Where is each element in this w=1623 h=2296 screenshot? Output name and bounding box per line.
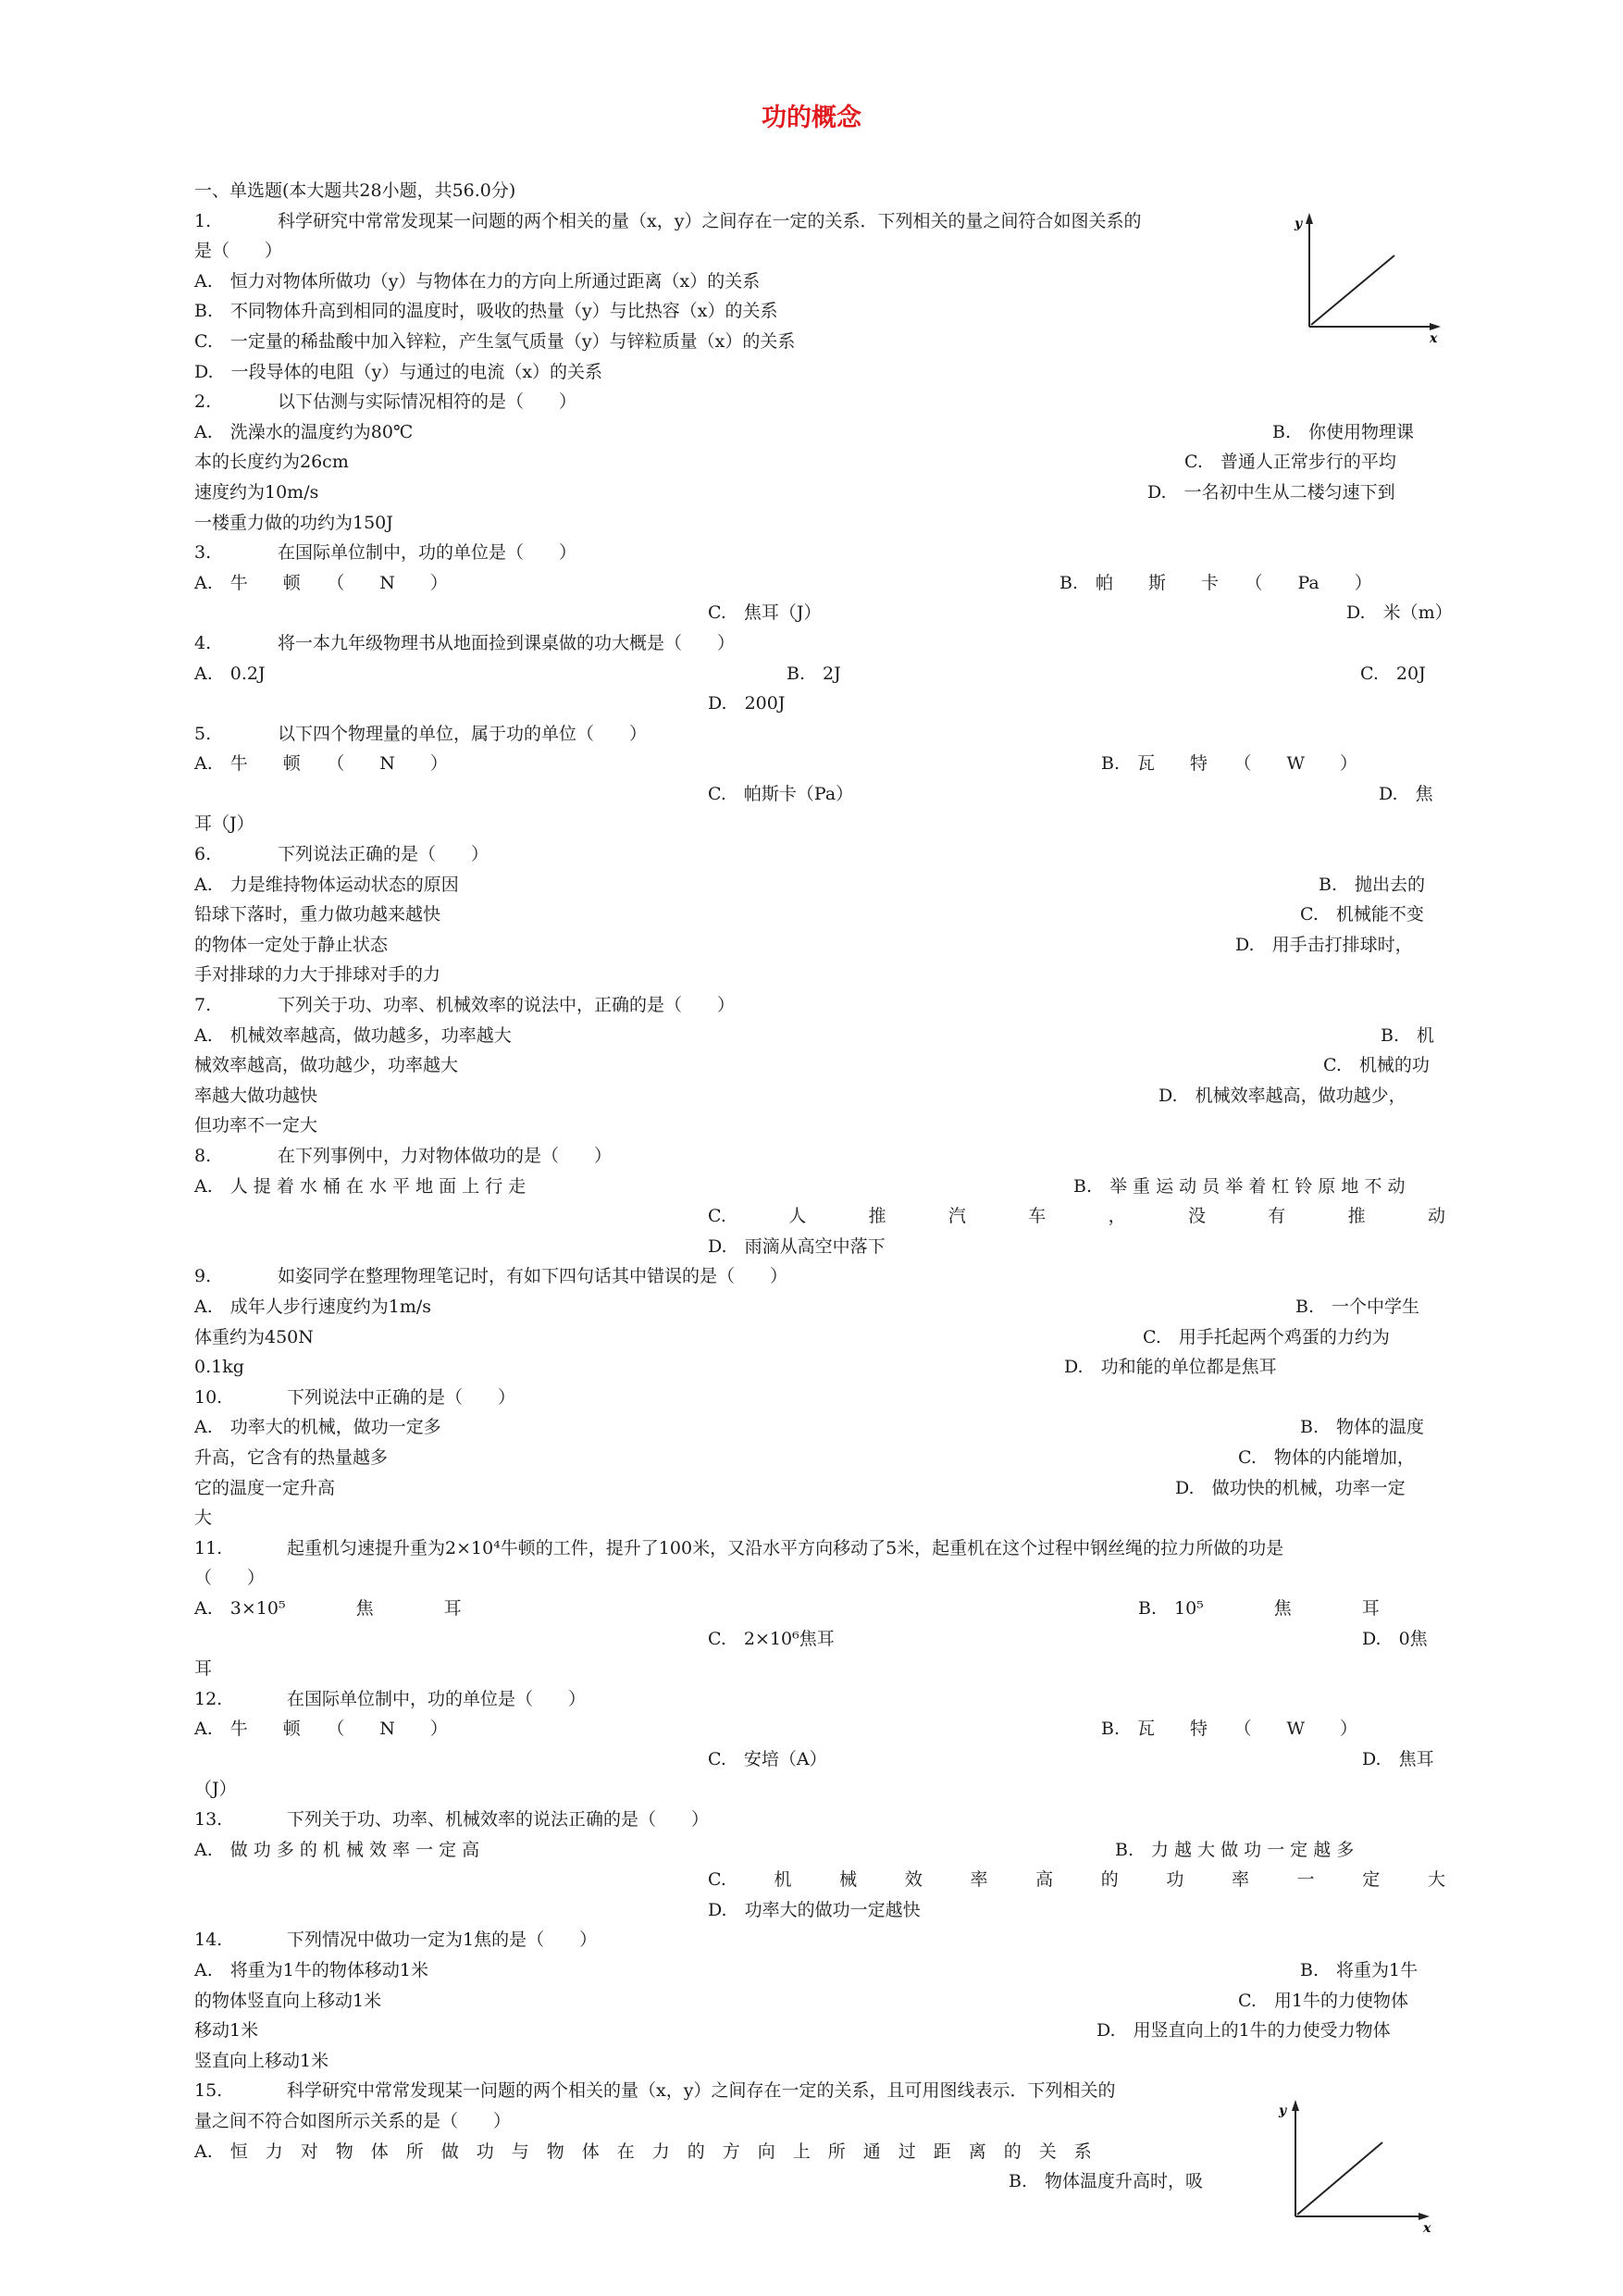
line-text: A. 3×10⁵ 焦 耳 — [194, 1597, 462, 1619]
line-text: 率越大做功越快 — [194, 1085, 318, 1106]
x-axis-label: x — [1430, 331, 1438, 345]
text-line — [194, 1865, 1445, 1895]
text-line — [194, 809, 1445, 839]
option-char: 推 — [1347, 1206, 1366, 1227]
option-text: B. 力 越 大 做 功 一 定 越 多 — [1115, 1839, 1355, 1860]
text-line — [194, 1021, 1445, 1051]
y-axis-label: y — [1279, 2104, 1287, 2118]
text-line — [194, 870, 1445, 900]
text-line — [194, 1594, 1445, 1624]
text-line — [194, 357, 1445, 388]
line-text: A. 成年人步行速度约为1m/s — [194, 1296, 432, 1317]
option-char: C. — [708, 1206, 726, 1227]
justified-option — [708, 1201, 1445, 1232]
line-text: A. 洗澡水的温度约为80℃ — [194, 421, 414, 442]
line-text: 一楼重力做的功约为150J — [194, 512, 393, 533]
text-line — [194, 1835, 1445, 1866]
text-line — [194, 990, 1445, 1021]
option-text: B. 一个中学生 — [1295, 1296, 1420, 1317]
option-text: 下列说法正确的是（ ） — [278, 844, 489, 865]
option-text: 科学研究中常常发现某一问题的两个相关的量（x，y）之间存在一定的关系．下列相关的量之间符合如图关系的 — [278, 210, 1142, 231]
option-char: 械 — [839, 1869, 858, 1891]
option-text: C. 普通人正常步行的平均 — [1184, 452, 1396, 473]
line-text: A. 机械效率越高，做功越多，功率越大 — [194, 1024, 512, 1046]
line-text: 13. — [194, 1809, 223, 1831]
text-line — [194, 900, 1445, 930]
line-text: A. 做 功 多 的 机 械 效 率 一 定 高 — [194, 1839, 480, 1860]
text-line — [194, 1141, 1445, 1172]
text-line — [194, 1955, 1445, 1986]
line-text: 11. — [194, 1537, 223, 1558]
line-text: 量之间不符合如图所示关系的是（ ） — [194, 2111, 512, 2131]
option-text: C. 用1牛的力使物体 — [1238, 1990, 1408, 2011]
option-text: C. 用手托起两个鸡蛋的力约为 — [1143, 1326, 1390, 1347]
option-char: 功 — [1166, 1869, 1184, 1891]
option-text: B. 10⁵ 焦 耳 — [1138, 1597, 1380, 1619]
text-line — [194, 417, 1445, 448]
line-text: 9. — [194, 1266, 212, 1287]
option-text: B. 机 — [1381, 1024, 1435, 1046]
line-text: C. 2×10⁶焦耳 — [708, 1628, 835, 1649]
text-line — [194, 628, 1445, 659]
line-text: 是（ ） — [194, 241, 283, 262]
option-text: B. 物体的温度 — [1300, 1417, 1425, 1438]
text-line — [194, 206, 1445, 237]
text-line — [194, 1443, 1445, 1473]
option-text: D. 一名初中生从二楼匀速下到 — [1147, 481, 1395, 503]
line-text: 8. — [194, 1146, 212, 1166]
text-line — [194, 930, 1445, 961]
line-text: A. 功率大的机械，做功一定多 — [194, 1417, 441, 1438]
text-line — [194, 1774, 1445, 1805]
option-text: C. 机械的功 — [1323, 1055, 1430, 1076]
line-text: A. 牛 顿 （ N ） — [194, 1719, 448, 1740]
text-line — [194, 1895, 1445, 1926]
text-line — [194, 1292, 1445, 1322]
option-char: 人 — [788, 1206, 807, 1227]
line-text: 7. — [194, 995, 212, 1016]
graph-figure-1 — [1291, 211, 1448, 345]
option-text: 下列说法中正确的是（ ） — [287, 1386, 516, 1408]
text-line — [194, 779, 1445, 810]
text-line — [194, 1684, 1445, 1715]
text-line — [194, 387, 1445, 417]
text-line — [194, 2106, 1445, 2137]
option-text: D. 功和能的单位都是焦耳 — [1064, 1357, 1277, 1378]
option-char: 效 — [904, 1869, 923, 1891]
line-text: 大 — [194, 1508, 213, 1529]
option-text: D. 焦 — [1379, 783, 1433, 804]
line-text: A. 恒 力 对 物 体 所 做 功 与 物 体 在 力 的 方 向 上 所 通 过 距 离 的 关 系 — [194, 2141, 1092, 2162]
option-text: 起重机匀速提升重为2×10⁴牛顿的工件，提升了100米，又沿水平方向移动了5米，起重机在这个过程中钢丝绳的拉力所做的功是 — [287, 1537, 1284, 1558]
option-text: B. 你使用物理课 — [1272, 421, 1415, 442]
line-text: 14. — [194, 1930, 223, 1951]
line-text: A. 牛 顿 （ N ） — [194, 572, 448, 593]
option-char: ， — [1108, 1206, 1126, 1227]
line-text: 移动1米 — [194, 2020, 259, 2042]
line-text: 速度约为10m/s — [194, 481, 319, 503]
option-text: D. 焦耳 — [1362, 1748, 1434, 1769]
line-text: D. 200J — [708, 693, 786, 714]
option-text: 在国际单位制中，功的单位是（ ） — [287, 1688, 587, 1709]
line-text: 0.1kg — [194, 1357, 244, 1378]
line-text: （ ） — [194, 1568, 266, 1589]
text-line — [194, 1412, 1445, 1443]
text-line — [194, 447, 1445, 478]
text-line — [194, 1383, 1445, 1413]
text-line — [194, 568, 1445, 599]
text-line — [194, 296, 1445, 327]
text-line — [194, 508, 1445, 539]
line-text: 升高，它含有的热量越多 — [194, 1446, 389, 1468]
option-char: 有 — [1268, 1206, 1286, 1227]
justified-option — [708, 1865, 1445, 1895]
line-text: D. 功率大的做功一定越快 — [708, 1899, 921, 1920]
text-line — [194, 478, 1445, 508]
option-text: D. 0焦 — [1362, 1628, 1428, 1649]
text-line — [194, 719, 1445, 750]
text-line — [194, 327, 1445, 357]
option-text: D. 用手击打排球时， — [1235, 934, 1413, 955]
option-text: D. 米（m） — [1346, 602, 1453, 624]
option-text: C. 物体的内能增加， — [1238, 1446, 1415, 1468]
option-char: 的 — [1100, 1869, 1119, 1891]
line-text: A. 牛 顿 （ N ） — [194, 753, 448, 775]
text-line — [194, 659, 1445, 689]
line-text: 械效率越高，做功越少，功率越大 — [194, 1055, 459, 1076]
line-text: 耳（J） — [194, 813, 254, 835]
line-text: C. 安培（A） — [708, 1748, 827, 1769]
line-text: 铅球下落时，重力做功越来越快 — [194, 904, 441, 925]
line-text: 的物体一定处于静止状态 — [194, 934, 389, 955]
option-char: 一 — [1296, 1869, 1315, 1891]
option-char: 率 — [1232, 1869, 1250, 1891]
option-text: B. 帕 斯 卡 （ Pa ） — [1059, 572, 1372, 593]
text-line — [194, 1925, 1445, 1955]
option-char: 定 — [1362, 1869, 1381, 1891]
text-line — [194, 267, 1445, 297]
option-text: D. 做功快的机械，功率一定 — [1175, 1477, 1406, 1498]
text-line — [194, 2137, 1445, 2167]
option-char: 没 — [1187, 1206, 1206, 1227]
option-char: 率 — [970, 1869, 988, 1891]
text-line — [194, 749, 1445, 779]
option-char: 车 — [1028, 1206, 1047, 1227]
option-text: D. 机械效率越高，做功越少， — [1158, 1085, 1406, 1106]
text-line — [194, 2046, 1445, 2077]
x-axis-label: x — [1423, 2221, 1431, 2235]
option-text: 下列情况中做功一定为1焦的是（ ） — [287, 1930, 598, 1951]
line-text: A. 人 提 着 水 桶 在 水 平 地 面 上 行 走 — [194, 1175, 527, 1197]
option-text: 下列关于功、功率、机械效率的说法正确的是（ ） — [287, 1809, 710, 1831]
line-text: B. 物体温度升高时，吸 — [1009, 2171, 1204, 2192]
option-text: B. 2J — [787, 663, 841, 684]
question-list — [194, 176, 1453, 2197]
line-text: 10. — [194, 1386, 223, 1408]
line-text: A. 将重为1牛的物体移动1米 — [194, 1960, 428, 1981]
option-text: 以下四个物理量的单位，属于功的单位（ ） — [278, 723, 648, 744]
text-line — [194, 2166, 1445, 2197]
text-line — [194, 1533, 1445, 1564]
option-char: 高 — [1035, 1869, 1054, 1891]
option-text: B. 抛出去的 — [1319, 874, 1426, 895]
option-char: 推 — [868, 1206, 886, 1227]
text-line — [194, 1352, 1445, 1383]
option-text: B. 举 重 运 动 员 举 着 杠 铃 原 地 不 动 — [1073, 1175, 1406, 1197]
y-axis-label: y — [1295, 217, 1303, 231]
option-text: 下列关于功、功率、机械效率的说法中，正确的是（ ） — [278, 995, 736, 1016]
line-text: 5. — [194, 723, 212, 744]
line-text: D. 雨滴从高空中落下 — [708, 1235, 886, 1257]
option-text: D. 用竖直向上的1牛的力使受力物体 — [1096, 2020, 1391, 2042]
text-line — [194, 1654, 1445, 1684]
text-line — [194, 1111, 1445, 1141]
line-text: A. 力是维持物体运动状态的原因 — [194, 874, 459, 895]
text-line — [194, 1473, 1445, 1504]
option-text: C. 机械能不变 — [1300, 904, 1424, 925]
option-text: 以下估测与实际情况相符的是（ ） — [278, 391, 577, 413]
text-line — [194, 1322, 1445, 1353]
line-text: 6. — [194, 844, 212, 865]
option-char: 机 — [774, 1869, 792, 1891]
line-text: 体重约为450N — [194, 1326, 314, 1347]
text-line — [194, 1986, 1445, 2017]
text-line — [194, 538, 1445, 568]
option-text: 将一本九年级物理书从地面捡到课桌做的功大概是（ ） — [278, 632, 736, 653]
text-line — [194, 1744, 1445, 1775]
text-line — [194, 2076, 1445, 2106]
option-text: B. 瓦 特 （ W ） — [1101, 1719, 1358, 1740]
text-line — [194, 1624, 1445, 1655]
option-text: 如姿同学在整理物理笔记时，有如下四句话其中错误的是（ ） — [278, 1266, 788, 1287]
text-line — [194, 1261, 1445, 1292]
page-title: 功的概念 — [762, 104, 861, 132]
line-text: A. 恒力对物体所做功（y）与物体在力的方向上所通过距离（x）的关系 — [194, 270, 761, 292]
line-text: D. 一段导体的电阻（y）与通过的电流（x）的关系 — [194, 361, 603, 382]
text-line — [194, 689, 1445, 719]
graph-figure-15 — [1275, 2096, 1442, 2235]
line-text: 但功率不一定大 — [194, 1115, 318, 1136]
line-text: C. 焦耳（J） — [708, 602, 822, 624]
option-char: 动 — [1427, 1206, 1445, 1227]
text-line — [194, 839, 1445, 870]
line-text: B. 不同物体升高到相同的温度时，吸收的热量（y）与比热容（x）的关系 — [194, 301, 778, 322]
option-text: 在国际单位制中，功的单位是（ ） — [278, 542, 577, 564]
line-text: 一、单选题(本大题共28小题，共56.0分) — [194, 180, 516, 201]
text-line — [194, 1050, 1445, 1081]
line-text: 3. — [194, 542, 212, 564]
option-char: C. — [708, 1869, 726, 1891]
line-text: A. 0.2J — [194, 663, 266, 684]
option-text: B. 将重为1牛 — [1300, 1960, 1419, 1981]
text-line — [194, 960, 1445, 990]
text-line — [194, 176, 1445, 206]
option-char: 大 — [1427, 1869, 1445, 1891]
text-line — [194, 1503, 1445, 1533]
line-text: 竖直向上移动1米 — [194, 2050, 329, 2071]
line-text: 手对排球的力大于排球对手的力 — [194, 964, 441, 986]
text-line — [194, 1805, 1445, 1835]
text-line — [194, 1172, 1445, 1202]
line-text: 4. — [194, 632, 212, 653]
option-char: 汽 — [948, 1206, 966, 1227]
text-line — [194, 2016, 1445, 2046]
option-text: B. 瓦 特 （ W ） — [1101, 753, 1358, 775]
text-line — [194, 1714, 1445, 1744]
option-text: 在下列事例中，力对物体做功的是（ ） — [278, 1146, 613, 1166]
line-text: 2. — [194, 391, 212, 413]
text-line — [194, 1201, 1445, 1232]
line-text: C. 帕斯卡（Pa） — [708, 783, 854, 804]
line-text: 本的长度约为26cm — [194, 452, 349, 473]
text-line — [194, 1232, 1445, 1262]
text-line — [194, 236, 1445, 267]
line-text: 15. — [194, 2080, 223, 2102]
line-text: C. 一定量的稀盐酸中加入锌粒，产生氢气质量（y）与锌粒质量（x）的关系 — [194, 330, 796, 352]
line-text: 它的温度一定升高 — [194, 1477, 336, 1498]
line-text: （J） — [194, 1779, 237, 1800]
text-line — [194, 1081, 1445, 1111]
option-text: C. 20J — [1360, 663, 1426, 684]
line-text: 12. — [194, 1688, 223, 1709]
text-line — [194, 1563, 1445, 1594]
line-text: 的物体竖直向上移动1米 — [194, 1990, 382, 2011]
line-text: 耳 — [194, 1658, 213, 1680]
text-line — [194, 598, 1453, 628]
line-text: 1. — [194, 210, 212, 231]
option-text: 科学研究中常常发现某一问题的两个相关的量（x，y）之间存在一定的关系，且可用图线表示．下列相关的 — [287, 2080, 1116, 2102]
